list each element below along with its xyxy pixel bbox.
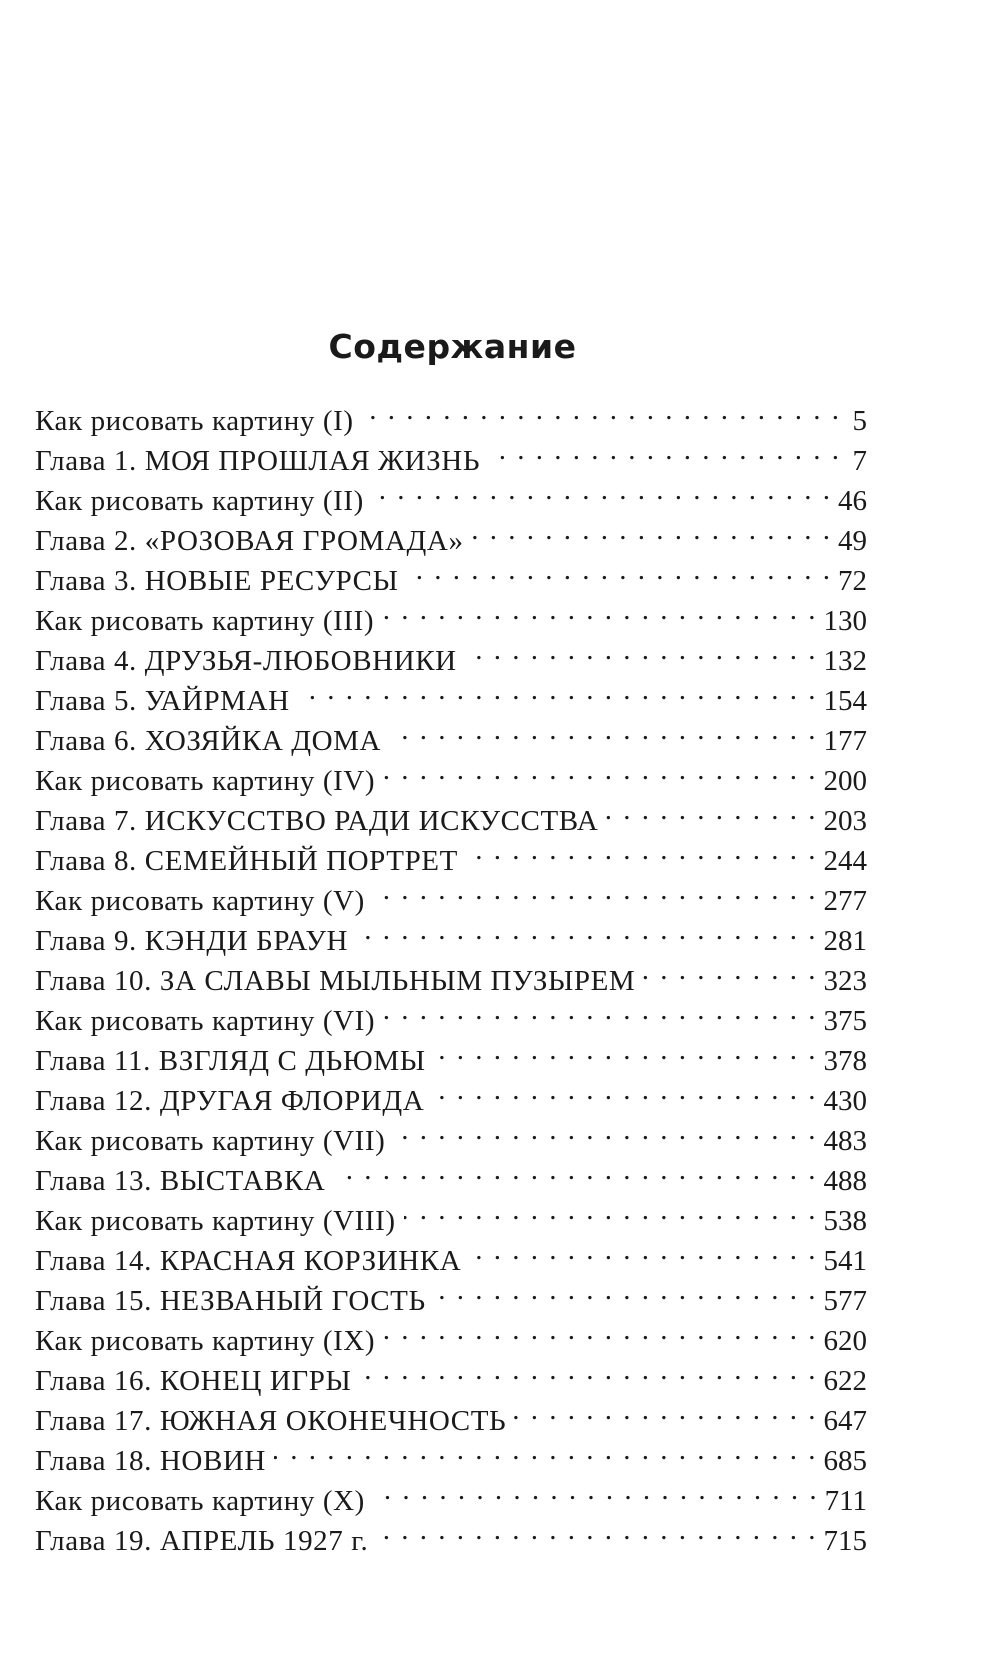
toc-entry-page-number: 541 bbox=[823, 1245, 867, 1277]
dot-leader bbox=[469, 1230, 817, 1270]
toc-entry-label: Глава 12. ДРУГАЯ ФЛОРИДА bbox=[35, 1085, 425, 1117]
toc-entry-page-number: 72 bbox=[838, 565, 867, 597]
toc-entry-page-number: 430 bbox=[823, 1085, 867, 1117]
dot-leader bbox=[432, 1070, 817, 1110]
dot-leader bbox=[383, 990, 817, 1030]
dot-leader bbox=[382, 590, 817, 630]
dot-leader bbox=[383, 750, 817, 790]
toc-entry-label: Глава 4. ДРУЗЬЯ-ЛЮБОВНИКИ bbox=[35, 645, 457, 677]
dot-leader bbox=[298, 670, 818, 710]
toc-entry-page-number: 647 bbox=[823, 1405, 867, 1437]
toc-entry-page-number: 378 bbox=[823, 1045, 867, 1077]
toc-entry-page-number: 130 bbox=[823, 605, 867, 637]
toc-entry-label: Глава 16. КОНЕЦ ИГРЫ bbox=[35, 1365, 352, 1397]
dot-leader bbox=[373, 870, 818, 910]
toc-entry-page-number: 622 bbox=[823, 1365, 867, 1397]
toc-entry-label: Глава 9. КЭНДИ БРАУН bbox=[35, 925, 349, 957]
dot-leader bbox=[362, 390, 841, 430]
toc-entry-page-number: 200 bbox=[823, 765, 867, 797]
toc-entry-label: Как рисовать картину (VII) bbox=[35, 1125, 386, 1157]
dot-leader bbox=[514, 1390, 817, 1430]
dot-leader bbox=[472, 510, 832, 550]
toc-entry-page-number: 323 bbox=[823, 965, 867, 997]
dot-leader bbox=[404, 1190, 818, 1230]
toc-entry-label: Глава 11. ВЗГЛЯД С ДЬЮМЫ bbox=[35, 1045, 426, 1077]
dot-leader bbox=[434, 1270, 818, 1310]
toc-entry-page-number: 49 bbox=[838, 525, 867, 557]
toc-entry-page-number: 685 bbox=[823, 1445, 867, 1477]
toc-entry-label: Глава 18. НОВИН bbox=[35, 1445, 266, 1477]
toc-entry-page-number: 203 bbox=[823, 805, 867, 837]
toc-entry-page-number: 538 bbox=[823, 1205, 867, 1237]
toc-entry-page-number: 177 bbox=[823, 725, 867, 757]
toc-entry-page-number: 154 bbox=[823, 685, 867, 717]
dot-leader bbox=[372, 470, 832, 510]
toc-entry-page-number: 711 bbox=[824, 1485, 867, 1517]
toc-entry-label: Глава 5. УАЙРМАН bbox=[35, 685, 290, 717]
toc-entry-label: Глава 10. ЗА СЛАВЫ МЫЛЬНЫМ ПУЗЫРЕМ bbox=[35, 965, 636, 997]
toc-entry-label: Как рисовать картину (X) bbox=[35, 1485, 365, 1517]
toc-entry-label: Как рисовать картину (II) bbox=[35, 485, 364, 517]
toc-entry-page-number: 483 bbox=[823, 1125, 867, 1157]
dot-leader bbox=[643, 950, 817, 990]
toc-entry-page-number: 281 bbox=[823, 925, 867, 957]
toc-entry-label: Глава 15. НЕЗВАНЫЙ ГОСТЬ bbox=[35, 1285, 426, 1317]
toc-entry bbox=[35, 390, 867, 437]
dot-leader bbox=[465, 630, 818, 670]
dot-leader bbox=[407, 550, 833, 590]
toc-entry-label: Глава 3. НОВЫЕ РЕСУРСЫ bbox=[35, 565, 399, 597]
toc-entry-page-number: 244 bbox=[823, 845, 867, 877]
dot-leader bbox=[488, 430, 841, 470]
dot-leader bbox=[274, 1430, 818, 1470]
toc-entry-label: Как рисовать картину (I) bbox=[35, 405, 354, 437]
toc-entry-label: Как рисовать картину (IV) bbox=[35, 765, 376, 797]
toc-entry-label: Глава 17. ЮЖНАЯ ОКОНЕЧНОСТЬ bbox=[35, 1405, 507, 1437]
dot-leader bbox=[389, 710, 817, 750]
toc-entry-label: Глава 19. АПРЕЛЬ 1927 г. bbox=[35, 1525, 369, 1557]
toc-entry-page-number: 620 bbox=[823, 1325, 867, 1357]
toc-entry-page-number: 46 bbox=[838, 485, 867, 517]
dot-leader bbox=[466, 830, 818, 870]
toc-entry-label: Как рисовать картину (III) bbox=[35, 605, 375, 637]
toc-entry-page-number: 132 bbox=[823, 645, 867, 677]
toc-entry-label: Глава 1. МОЯ ПРОШЛАЯ ЖИЗНЬ bbox=[35, 445, 481, 477]
dot-leader bbox=[434, 1030, 818, 1070]
dot-leader bbox=[376, 1510, 817, 1550]
toc-entry-label: Глава 6. ХОЗЯЙКА ДОМА bbox=[35, 725, 382, 757]
toc-entry-page-number: 577 bbox=[823, 1285, 867, 1317]
dot-leader bbox=[333, 1150, 817, 1190]
dot-leader bbox=[359, 1350, 817, 1390]
dot-leader bbox=[393, 1110, 817, 1150]
dot-leader bbox=[606, 790, 817, 830]
toc-entry-page-number: 715 bbox=[823, 1525, 867, 1557]
dot-leader bbox=[356, 910, 817, 950]
toc-entry-label: Как рисовать картину (VIII) bbox=[35, 1205, 396, 1237]
toc-entry-label: Как рисовать картину (V) bbox=[35, 885, 365, 917]
page-title: Содержание bbox=[328, 327, 577, 367]
dot-leader bbox=[373, 1470, 819, 1510]
toc-entry-page-number: 277 bbox=[823, 885, 867, 917]
toc-entry-label: Как рисовать картину (IX) bbox=[35, 1325, 376, 1357]
toc-entry-page-number: 5 bbox=[852, 405, 867, 437]
toc-entry-label: Глава 8. СЕМЕЙНЫЙ ПОРТРЕТ bbox=[35, 845, 458, 877]
toc-entry-page-number: 375 bbox=[823, 1005, 867, 1037]
toc-entry-page-number: 488 bbox=[823, 1165, 867, 1197]
dot-leader bbox=[383, 1310, 817, 1350]
toc-entry-label: Как рисовать картину (VI) bbox=[35, 1005, 376, 1037]
toc-entry-label: Глава 7. ИСКУССТВО РАДИ ИСКУССТВА bbox=[35, 805, 599, 837]
table-of-contents bbox=[35, 390, 867, 1557]
toc-entry-label: Глава 13. ВЫСТАВКА bbox=[35, 1165, 326, 1197]
toc-entry-label: Глава 2. «РОЗОВАЯ ГРОМАДА» bbox=[35, 525, 464, 557]
toc-entry-label: Глава 14. КРАСНАЯ КОРЗИНКА bbox=[35, 1245, 462, 1277]
toc-entry-page-number: 7 bbox=[852, 445, 867, 477]
